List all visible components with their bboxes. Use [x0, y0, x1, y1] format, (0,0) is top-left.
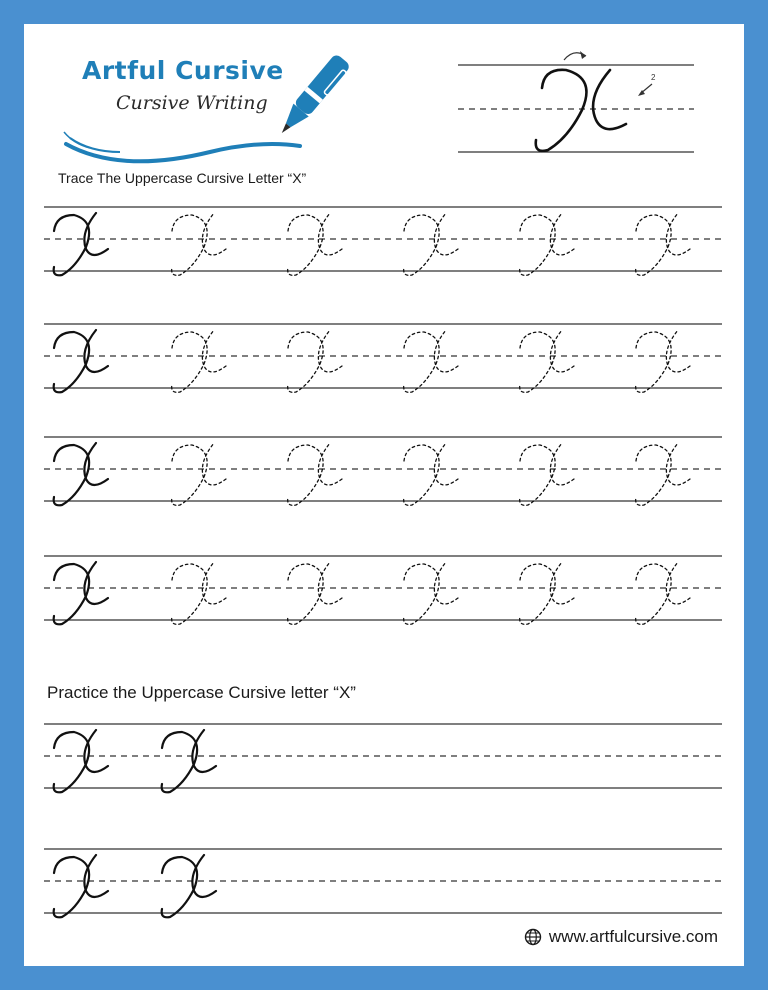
- model-letter-x: [54, 330, 108, 392]
- practice-row-1: [44, 722, 726, 807]
- traceable-letter-x: [172, 443, 226, 505]
- traceable-letter-x: [172, 562, 226, 624]
- traceable-letter-x: [404, 330, 458, 392]
- brand-name: Artful Cursive: [82, 56, 284, 85]
- traceable-letter-x: [172, 213, 226, 275]
- model-letter-x: [54, 443, 108, 505]
- website-url: www.artfulcursive.com: [548, 927, 718, 946]
- model-letter-x: [162, 855, 216, 917]
- traceable-letter-x: [636, 443, 690, 505]
- globe-icon: [524, 928, 542, 946]
- traceable-letter-x: [404, 213, 458, 275]
- worksheet: [24, 24, 744, 966]
- traceable-letter-x: [172, 330, 226, 392]
- practice-heading: Practice the Uppercase Cursive letter “X”: [47, 683, 356, 702]
- trace-row-1: [44, 205, 726, 290]
- trace-heading: Trace The Uppercase Cursive Letter “X”: [58, 170, 307, 186]
- traceable-letter-x: [288, 213, 342, 275]
- model-letter-x: [162, 730, 216, 792]
- traceable-letter-x: [404, 562, 458, 624]
- pen-icon: [272, 42, 352, 152]
- website-link[interactable]: [524, 927, 718, 947]
- traceable-letter-x: [520, 213, 574, 275]
- traceable-letter-x: [404, 443, 458, 505]
- traceable-letter-x: [636, 213, 690, 275]
- traceable-letter-x: [520, 443, 574, 505]
- traceable-letter-x: [636, 330, 690, 392]
- trace-row-3: [44, 435, 726, 520]
- traceable-letter-x: [636, 562, 690, 624]
- traceable-letter-x: [520, 562, 574, 624]
- traceable-letter-x: [288, 330, 342, 392]
- brand-tagline: Cursive Writing: [116, 92, 268, 114]
- letter-demo: [456, 38, 701, 158]
- model-letter-x: [54, 562, 108, 624]
- model-letter-x: [54, 213, 108, 275]
- model-letter-x: [54, 855, 108, 917]
- model-letter-x: [54, 730, 108, 792]
- practice-row-2: [44, 847, 726, 932]
- traceable-letter-x: [288, 562, 342, 624]
- trace-row-4: [44, 554, 726, 639]
- stroke-number: 2: [651, 73, 656, 82]
- trace-row-2: [44, 322, 726, 407]
- traceable-letter-x: [288, 443, 342, 505]
- traceable-letter-x: [520, 330, 574, 392]
